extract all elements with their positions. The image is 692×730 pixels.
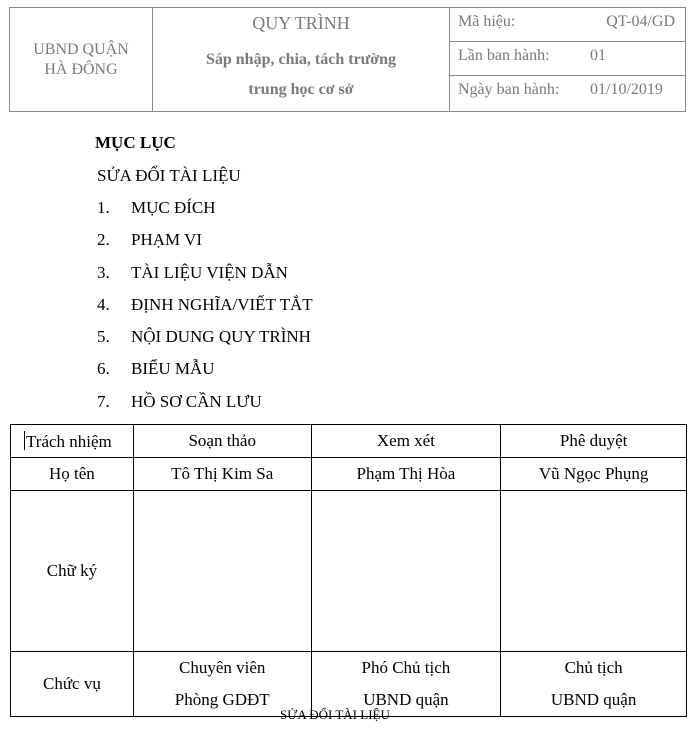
toc-item (97, 392, 313, 424)
next-section-heading-fragment: SỬA ĐỔI TÀI LIỆU (280, 707, 390, 722)
review-name[interactable]: Phạm Thị Hòa (311, 458, 501, 491)
toc-item-label: PHẠM VI (131, 230, 203, 250)
review-signature-cell[interactable] (311, 491, 501, 652)
document-type: QUY TRÌNH (252, 13, 350, 33)
toc-item-number: 6. (97, 359, 110, 379)
toc-item (97, 198, 313, 230)
approval-table (10, 424, 687, 717)
review-position-line-2: UBND quận (363, 690, 449, 709)
issue-label: Lần ban hành: (458, 47, 550, 64)
table-row (11, 458, 687, 491)
toc-item (97, 263, 313, 295)
toc-item-label: HỒ SƠ CẦN LƯU (131, 391, 262, 411)
position-label[interactable]: Chức vụ (11, 652, 134, 717)
toc-item-number: 4. (97, 294, 110, 314)
issue-value: 01 (590, 47, 606, 64)
toc-item-number: 7. (97, 391, 110, 411)
toc-item (97, 295, 313, 327)
text-cursor (24, 431, 25, 450)
document-meta (450, 8, 685, 111)
signature-label[interactable]: Chữ ký (11, 491, 134, 652)
meta-date-row (450, 76, 685, 111)
toc-item (97, 327, 313, 359)
document-title-line-1: Sáp nhập, chia, tách trường (205, 51, 397, 68)
meta-code-row (450, 8, 685, 42)
toc-title: MỤC LỤC (95, 133, 176, 152)
toc-item-number: 1. (97, 198, 110, 217)
organization-line-1: UBND QUẬN (33, 40, 129, 58)
toc-item-label: TÀI LIỆU VIỆN DẪN (131, 262, 288, 282)
draft-name[interactable]: Tô Thị Kim Sa (133, 458, 311, 491)
table-row (11, 491, 687, 652)
toc-item-label: BIỂU MẪU (131, 359, 215, 379)
approve-header[interactable]: Phê duyệt (501, 425, 687, 458)
table-row (11, 425, 687, 458)
toc-item-number: 2. (97, 230, 110, 250)
toc-revision-item: SỬA ĐỔI TÀI LIỆU (97, 166, 241, 185)
draft-header[interactable]: Soạn thảo (133, 425, 311, 458)
draft-signature-cell[interactable] (133, 491, 311, 652)
responsibility-header: Trách nhiệm (26, 431, 112, 451)
code-value: QT-04/GD (606, 13, 675, 30)
date-value: 01/10/2019 (590, 81, 663, 98)
draft-position-line-2: Phòng GDĐT (174, 690, 270, 709)
organization-cell (10, 8, 153, 111)
organization-line-2: HÀ ĐÔNG (44, 60, 118, 78)
toc-item-label: MỤC ĐÍCH (131, 198, 216, 217)
approve-position-line-2: UBND quận (550, 690, 637, 709)
toc-item (97, 359, 313, 391)
review-position-line-1: Phó Chủ tịch (361, 658, 451, 677)
code-label: Mã hiệu: (458, 13, 516, 30)
approve-position-line-1: Chủ tịch (564, 658, 623, 677)
title-cell (153, 8, 450, 111)
toc-item-label: ĐỊNH NGHĨA/VIẾT TẮT (131, 294, 313, 314)
toc-item-number: 5. (97, 327, 110, 347)
toc-item (97, 230, 313, 262)
document-header (9, 7, 686, 112)
approve-position-cell[interactable] (501, 652, 687, 717)
name-label[interactable]: Họ tên (11, 458, 134, 491)
toc-item-label: NỘI DUNG QUY TRÌNH (131, 327, 311, 347)
responsibility-header-cell[interactable] (11, 425, 134, 458)
review-header[interactable]: Xem xét (311, 425, 501, 458)
approve-signature-cell[interactable] (501, 491, 687, 652)
draft-position-line-1: Chuyên viên (179, 658, 266, 677)
date-label: Ngày ban hành: (458, 81, 560, 98)
document-title-line-2: trung học cơ sở (248, 81, 354, 98)
approve-name[interactable]: Vũ Ngọc Phụng (501, 458, 687, 491)
meta-issue-row (450, 42, 685, 76)
toc-list (97, 198, 313, 424)
toc-item-number: 3. (97, 262, 110, 282)
